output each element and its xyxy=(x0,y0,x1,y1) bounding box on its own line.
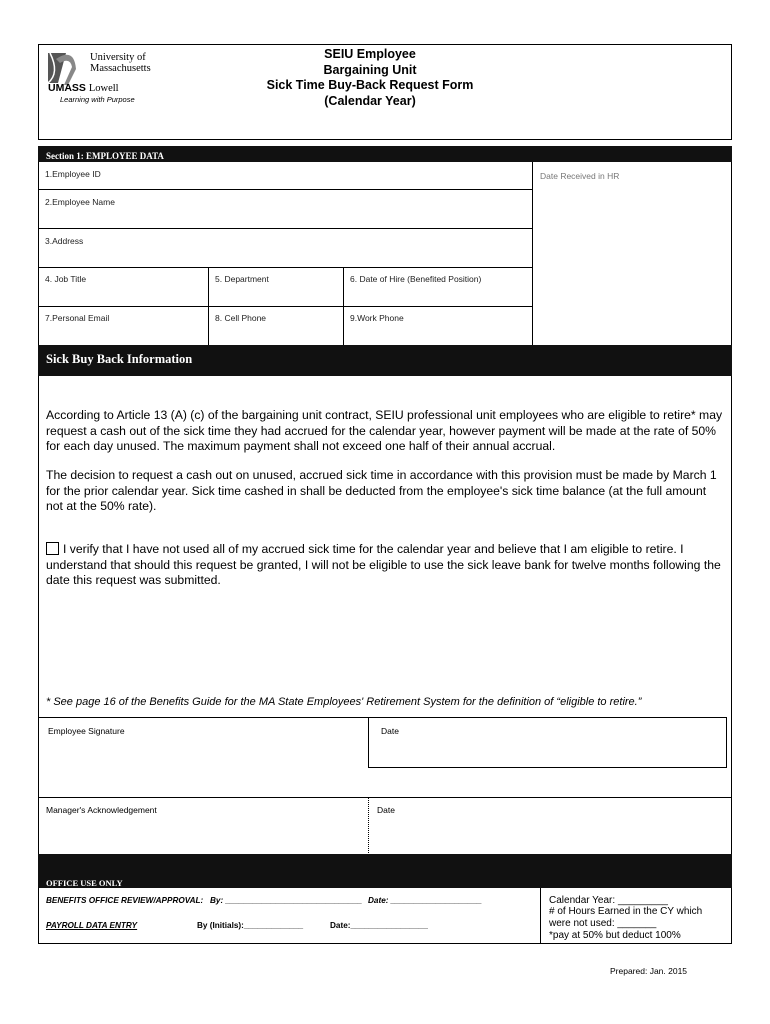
title-line-1: SEIU Employee xyxy=(324,47,416,61)
decision-paragraph xyxy=(46,468,726,515)
payroll-label: PAYROLL DATA ENTRY xyxy=(46,921,138,930)
logo-line3: Lowell xyxy=(88,83,119,94)
verify-paragraph xyxy=(46,542,726,589)
benefits-date-field[interactable]: Date: ____________________ xyxy=(368,896,482,905)
logo-line1: University of xyxy=(90,52,146,63)
personal-email-field[interactable]: 7.Personal Email xyxy=(45,313,110,323)
section1-heading-text: Section 1: EMPLOYEE DATA xyxy=(46,151,164,161)
office-use-heading xyxy=(38,854,732,888)
manager-date-field[interactable]: Date xyxy=(377,805,395,815)
payroll-initials-field[interactable]: By (Initials):_____________ xyxy=(197,921,304,930)
manager-ack-field[interactable]: Manager's Acknowledgement xyxy=(46,805,157,815)
title-line-4: (Calendar Year) xyxy=(324,93,416,108)
decision-text: The decision to request a cash out on unused, accrued sick time in accordance with this provision must be made by March 1 for the prior calendar year. Sick time cashed in shall be deducted from the employee's sick time balance (at the full amount not at the 50% rate). xyxy=(46,468,717,513)
pay-note: *pay at 50% but deduct 100% xyxy=(549,930,681,941)
hours-earned-line2[interactable]: were not used: _______ xyxy=(549,918,657,929)
logo-tagline: Learning with Purpose xyxy=(60,95,135,104)
calendar-year-field[interactable]: Calendar Year: _________ xyxy=(549,895,668,906)
article-text: According to Article 13 (A) (c) of the bargaining unit contract, SEIU professional unit employees who are eligible to retire* may request a cash out of the sick time they had accrued for the calendar year, however payment will be made at the rate of 50% for each day unused. The maximum payment shall not exceed one half of their annual accrual. xyxy=(46,408,723,453)
employee-name-field[interactable]: 2.Employee Name xyxy=(45,197,115,207)
date-received-field[interactable]: Date Received in HR xyxy=(540,171,620,181)
section1-heading xyxy=(38,146,732,162)
hours-earned-line1: # of Hours Earned in the CY which xyxy=(549,906,703,917)
office-use-heading-text: OFFICE USE ONLY xyxy=(46,878,123,888)
verify-text: I verify that I have not used all of my accrued sick time for the calendar year and believe that I am eligible to retire. I understand that should this request be granted, I will not be eligible to use the sick leave bank for twelve months following the date this request was submitted. xyxy=(46,542,721,587)
title-line-3: Sick Time Buy-Back Request Form xyxy=(266,78,474,92)
form-title xyxy=(220,47,520,109)
benefits-review-label: BENEFITS OFFICE REVIEW/APPROVAL: xyxy=(46,896,204,905)
cell-phone-field[interactable]: 8. Cell Phone xyxy=(215,313,267,323)
department-field[interactable]: 5. Department xyxy=(215,274,269,284)
article-paragraph xyxy=(46,408,726,455)
job-title-field[interactable]: 4. Job Title xyxy=(45,274,87,284)
prepared-date: Prepared: Jan. 2015 xyxy=(610,966,688,976)
benefits-by-field[interactable]: By: ______________________________ xyxy=(210,896,363,905)
logo-line2: Massachusetts xyxy=(90,63,151,74)
employee-signature-field[interactable]: Employee Signature xyxy=(48,726,125,736)
logo-brand: UMASS xyxy=(48,82,86,94)
verify-checkbox[interactable] xyxy=(46,542,59,555)
sick-buy-back-heading xyxy=(38,345,732,376)
footnote: * See page 16 of the Benefits Guide for the MA State Employees' Retirement System for the definition of “eligible to retire.” xyxy=(46,696,642,708)
employee-date-field[interactable]: Date xyxy=(381,726,399,736)
work-phone-field[interactable]: 9.Work Phone xyxy=(350,313,404,323)
sick-buy-back-heading-text: Sick Buy Back Information xyxy=(46,352,193,366)
title-line-2: Bargaining Unit xyxy=(323,62,417,77)
payroll-date-field[interactable]: Date:_________________ xyxy=(330,921,428,930)
date-of-hire-field[interactable]: 6. Date of Hire (Benefited Position) xyxy=(350,274,482,284)
address-field[interactable]: 3.Address xyxy=(45,236,84,246)
employee-id-field[interactable]: 1.Employee ID xyxy=(45,169,101,179)
